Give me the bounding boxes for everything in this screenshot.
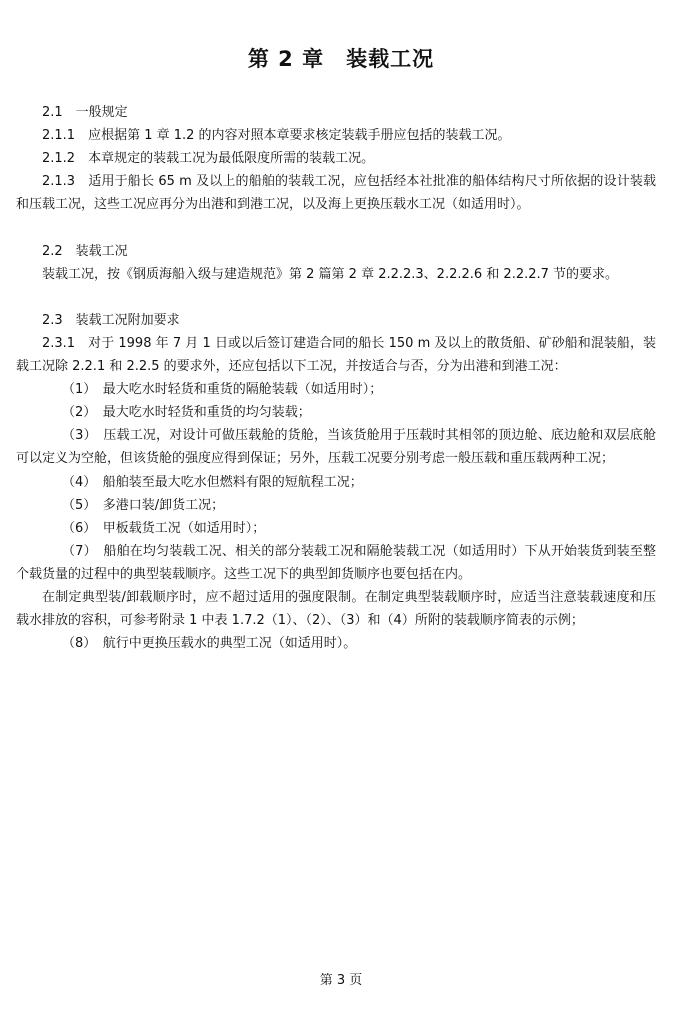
clause-2-1-3: 2.1.3 适用于船长 65 m 及以上的船舶的装载工况，应包括经本社批准的船体结构尺寸所依据的设计装载和压载工况，这些工况应再分为出港和到港工况，以及海上更换压载水工况（如适用时）。 <box>16 174 656 213</box>
section-2-2-text: 装载工况，按《钢质海船入级与建造规范》第 2 篇第 2 章 2.2.2.3、2.2.2.6 和 2.2.2.7 节的要求。 <box>42 266 619 282</box>
section-heading-2-3: 2.3 装载工况附加要求 <box>42 312 180 328</box>
list-item-6: （6） 甲板载货工况（如适用时）； <box>62 520 266 536</box>
page-number: 第 3 页 <box>319 973 363 988</box>
clause-2-1-1: 2.1.1 应根据第 1 章 1.2 的内容对照本章要求核定装载手册应包括的装载工况。 <box>42 128 511 144</box>
document-body <box>16 101 656 655</box>
clause-2-3-1: 2.3.1 对于 1998 年 7 月 1 日或以后签订建造合同的船长 150 m 及以上的散货船、矿砂船和混装船，装载工况除 2.2.1 和 2.2.5 的要求外，还应包括以下工况，并按适合与否，分为出港和到港工况： <box>16 335 656 375</box>
paragraph-gap <box>16 286 656 309</box>
chapter-title: 第 2 章 装载工况 <box>247 47 435 71</box>
list-item-8: （8） 航行中更换压载水的典型工况（如适用时）。 <box>62 636 357 652</box>
list-item-4: （4） 船舶装至最大吃水但燃料有限的短航程工况； <box>62 474 363 490</box>
list-item-3: （3） 压载工况，对设计可做压载舱的货舱，当该货舱用于压载时其相邻的顶边舱、底边舱和双层底舱可以定义为空舱，但该货舱的强度应得到保证；另外，压载工况要分别考虑一般压载和重压载两种工况； <box>16 428 656 467</box>
list-item-5: （5） 多港口装/卸货工况； <box>62 497 225 513</box>
paragraph-gap <box>16 216 656 239</box>
list-item-2: （2） 最大吃水时轻货和重货的均匀装载； <box>62 405 311 421</box>
loading-sequence-note: 在制定典型装/卸载顺序时，应不超过适用的强度限制。在制定典型装载顺序时，应适当注意装载速度和压载水排放的容积，可参考附录 1 中表 1.7.2（1）、（2）、（3）和（4）所附的装载顺序简表的示例； <box>16 589 656 629</box>
clause-2-1-2: 2.1.2 本章规定的装载工况为最低限度所需的装载工况。 <box>42 151 375 167</box>
list-item-1: （1） 最大吃水时轻货和重货的隔舱装载（如适用时）； <box>62 382 383 398</box>
section-heading-2-1: 2.1 一般规定 <box>42 105 128 120</box>
list-item-7: （7） 船舶在均匀装载工况、相关的部分装载工况和隔舱装载工况（如适用时）下从开始装货到装至整个载货量的过程中的典型装载顺序。这些工况下的典型卸货顺序也要包括在内。 <box>16 543 656 582</box>
section-heading-2-2: 2.2 装载工况 <box>42 243 128 259</box>
